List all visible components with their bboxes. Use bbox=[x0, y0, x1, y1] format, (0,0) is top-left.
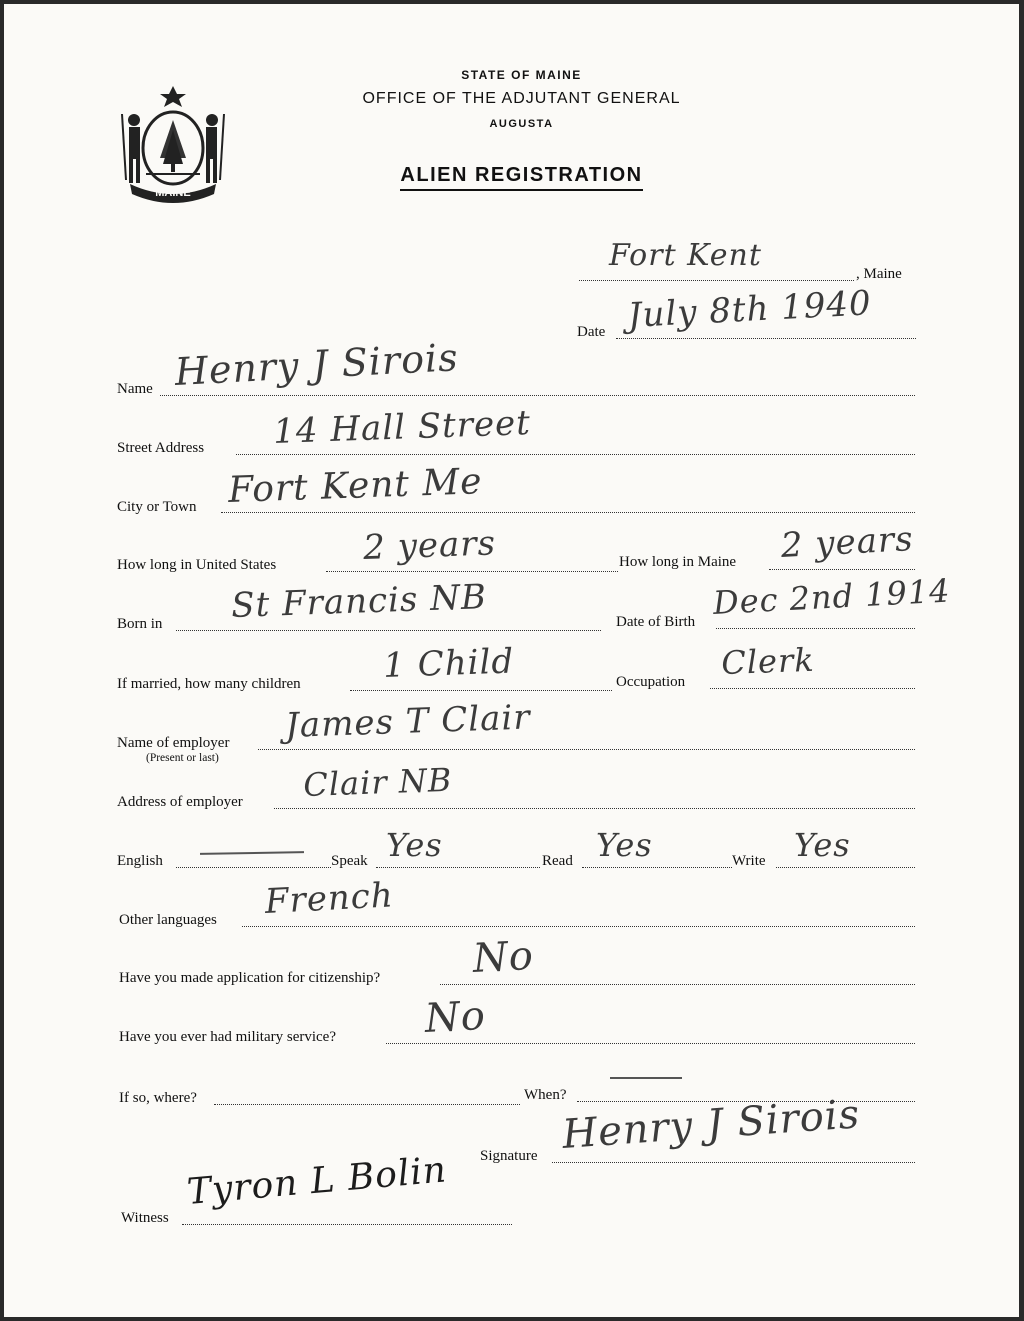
other-languages-label: Other languages bbox=[119, 912, 217, 928]
date-of-birth-label: Date of Birth bbox=[616, 614, 696, 630]
date-field-line bbox=[616, 338, 916, 339]
city-label: City or Town bbox=[117, 499, 197, 515]
speak-field-line bbox=[376, 867, 540, 868]
date-entry: July 8th 1940 bbox=[626, 283, 873, 336]
svg-text:MAINE: MAINE bbox=[155, 187, 191, 199]
citizenship-field-line bbox=[440, 984, 915, 985]
english-label: English bbox=[117, 853, 163, 869]
write-field-line bbox=[776, 867, 915, 868]
read-entry: Yes bbox=[596, 826, 653, 864]
born-in-field-line bbox=[176, 630, 601, 631]
employer-entry: James T Clair bbox=[284, 697, 532, 746]
when-label: When? bbox=[524, 1087, 567, 1103]
state-heading: STATE OF MAINE bbox=[461, 68, 582, 82]
town-entry: Fort Kent bbox=[609, 238, 762, 273]
registration-form-page bbox=[4, 4, 1019, 1317]
street-address-field-line bbox=[236, 454, 915, 455]
name-entry: Henry J Sirois bbox=[173, 335, 460, 394]
witness-entry: Tyron L Bolin bbox=[185, 1149, 449, 1213]
occupation-field-line bbox=[710, 688, 915, 689]
city-heading: AUGUSTA bbox=[489, 118, 554, 130]
employer-field-line bbox=[258, 749, 915, 750]
english-dash-mark bbox=[200, 851, 304, 855]
citizenship-label: Have you made application for citizenship? bbox=[119, 970, 381, 986]
read-field-line bbox=[582, 867, 732, 868]
how-long-us-field-line bbox=[326, 571, 618, 572]
signature-field-line bbox=[552, 1162, 915, 1163]
how-long-us-entry: 2 years bbox=[362, 523, 497, 568]
when-dash-mark bbox=[610, 1077, 682, 1079]
children-entry: 1 Child bbox=[382, 641, 515, 686]
children-field-line bbox=[350, 690, 612, 691]
how-long-maine-label: How long in Maine bbox=[619, 554, 737, 570]
where-field-line bbox=[214, 1104, 520, 1105]
date-label: Date bbox=[577, 324, 606, 340]
military-field-line bbox=[386, 1043, 915, 1044]
read-label: Read bbox=[542, 853, 573, 869]
military-label: Have you ever had military service? bbox=[119, 1029, 336, 1045]
occupation-entry: Clerk bbox=[720, 640, 816, 682]
speak-label: Speak bbox=[331, 853, 368, 869]
write-entry: Yes bbox=[794, 826, 851, 864]
employer-label: Name of employer bbox=[117, 735, 230, 751]
city-entry: Fort Kent Me bbox=[227, 461, 484, 511]
city-field-line bbox=[221, 512, 915, 513]
employer-address-entry: Clair NB bbox=[302, 760, 453, 804]
signature-entry: Henry J Sirois bbox=[560, 1091, 862, 1158]
witness-field-line bbox=[182, 1224, 512, 1225]
speak-entry: Yes bbox=[386, 826, 443, 864]
children-label: If married, how many children bbox=[117, 676, 301, 692]
date-of-birth-field-line bbox=[716, 628, 915, 629]
write-label: Write bbox=[732, 853, 766, 869]
street-address-entry: 14 Hall Street bbox=[272, 403, 532, 452]
how-long-us-label: How long in United States bbox=[117, 557, 277, 573]
town-field-line bbox=[579, 280, 854, 281]
street-address-label: Street Address bbox=[117, 440, 205, 456]
witness-label: Witness bbox=[121, 1210, 169, 1226]
office-heading: OFFICE OF THE ADJUTANT GENERAL bbox=[362, 90, 681, 107]
where-label: If so, where? bbox=[119, 1090, 197, 1106]
occupation-label: Occupation bbox=[616, 674, 686, 690]
form-title: ALIEN REGISTRATION bbox=[4, 164, 1019, 187]
other-languages-entry: French bbox=[263, 875, 395, 922]
english-field-line bbox=[176, 867, 331, 868]
signature-label: Signature bbox=[480, 1148, 538, 1164]
town-suffix: , Maine bbox=[856, 266, 902, 282]
born-in-label: Born in bbox=[117, 616, 163, 632]
employer-address-label: Address of employer bbox=[117, 794, 243, 810]
how-long-maine-entry: 2 years bbox=[779, 519, 915, 566]
employer-note: (Present or last) bbox=[146, 752, 219, 764]
employer-address-field-line bbox=[274, 808, 915, 809]
military-entry: No bbox=[423, 992, 488, 1042]
date-of-birth-entry: Dec 2nd 1914 bbox=[712, 571, 952, 622]
citizenship-entry: No bbox=[471, 932, 536, 982]
name-label: Name bbox=[117, 381, 153, 397]
name-field-line bbox=[160, 395, 915, 396]
other-languages-field-line bbox=[242, 926, 915, 927]
born-in-entry: St Francis NB bbox=[230, 577, 488, 626]
how-long-maine-field-line bbox=[769, 569, 915, 570]
